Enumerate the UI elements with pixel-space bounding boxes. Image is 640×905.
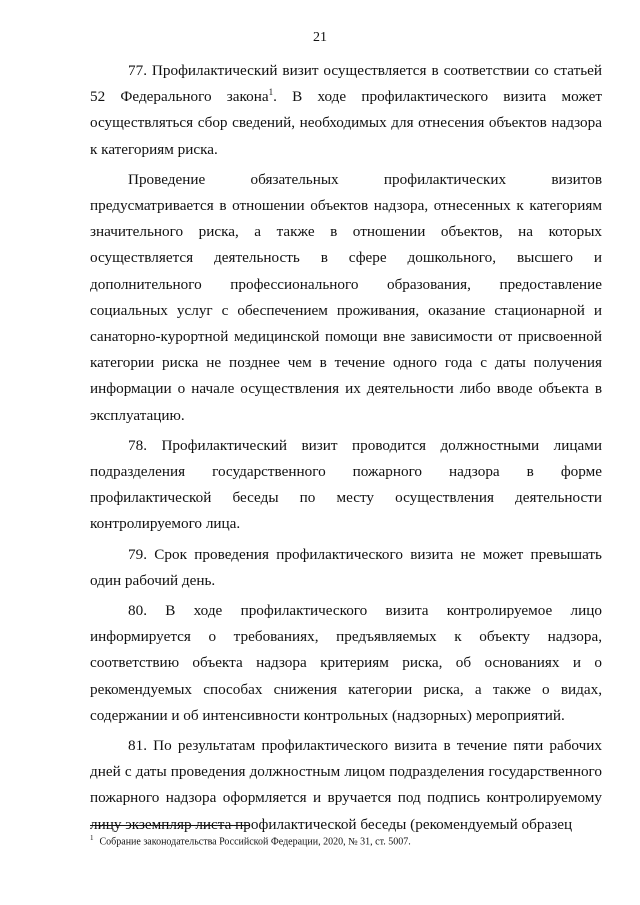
paragraph-79: 79. Срок проведения профилактического визита не может превышать один рабочий день. xyxy=(90,545,602,589)
paragraph-78: 78. Профилактический визит проводится должностными лицами подразделения государственного пожарного надзора в форме профилактической беседы по месту осуществления деятельности контролируемого лица. xyxy=(90,436,602,533)
paragraph-77-text-cont: . В ходе профилактического визита может осуществляться сбор сведений, необходимых для отнесения объектов надзора к категориям риска. xyxy=(90,88,602,158)
page-number: 21 xyxy=(313,30,327,45)
paragraph-80: 80. В ходе профилактического визита контролируемое лицо информируется о требованиях, предъявляемых к объекту надзора, соответствию объекта надзора критериям риска, об основаниях и о рекомендуемых способах снижения категории риска, а также о видах, содержании и об интенсивности контрольных (надзорных) мероприятий. xyxy=(90,602,602,724)
paragraph-81: 81. По результатам профилактического визита в течение пяти рабочих дней с даты проведения должностным лицом подразделения государственного пожарного надзора оформляется и вручается под подпись контролируемому лицу экземпляр листа профилактической беседы (рекомендуемый образец xyxy=(90,737,602,833)
paragraph-77 xyxy=(90,58,602,163)
footnote-text: Собрание законодательства Российской Федерации, 2020, № 31, ст. 5007. xyxy=(99,836,411,848)
document-body xyxy=(90,58,602,838)
footnote-reference: 1 xyxy=(268,87,274,98)
footnote-mark: 1 xyxy=(90,834,94,842)
paragraph-77-text: 77. Профилактический визит осуществляется в соответствии со статьей 52 Федерального закона xyxy=(90,62,602,106)
paragraph-77-continued: Проведение обязательных профилактических визитов предусматривается в отношении объектов надзора, отнесенных к категориям значительного риска, а также в отношении объектов, на которых осуществляется деятельность в сфере дошкольного, высшего и дополнительного профессионального образования, предоставление социальных услуг с обеспечением проживания, оказание стационарной и санаторно-курортной медицинской помощи вне зависимости от присвоенной категории риска не позднее чем в течение одного года с даты получения информации о начале осуществления их деятельности либо вводе объекта в эксплуатацию. xyxy=(90,170,602,424)
footnote-divider xyxy=(90,825,250,826)
footnote xyxy=(90,832,602,848)
